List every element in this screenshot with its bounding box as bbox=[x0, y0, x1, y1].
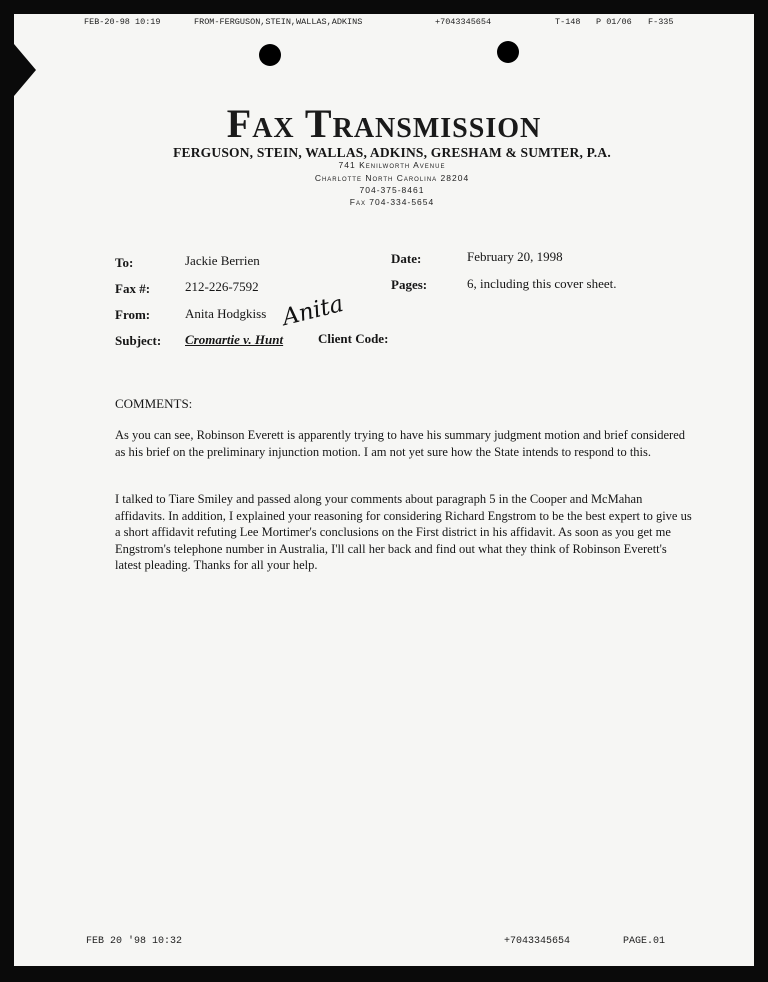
address-street: 741 Kenilworth Avenue bbox=[338, 160, 446, 170]
fax-label: Fax #: bbox=[115, 281, 151, 296]
to-label: To: bbox=[115, 255, 134, 270]
fax-header-datetime: FEB-20-98 10:19 bbox=[84, 17, 161, 27]
comments-paragraph-2: I talked to Tiare Smiley and passed along your comments about paragraph 5 in the Cooper and McMahan affidavits. In addition, I explained your reasoning for considering Richard Engstrom to be the best expert to give us a short affidavit refuting Lee Mortimer's conclusions on the First district in his affidavit. As soon as you get me Engstrom's telephone number in Australia, I'll call her back and find out what they think of Robinson Everett's latest pleading. Thanks for all your help. bbox=[115, 492, 692, 572]
date-value: February 20, 1998 bbox=[467, 249, 563, 264]
to-value: Jackie Berrien bbox=[185, 253, 260, 268]
fax-header-phone: +7043345654 bbox=[435, 17, 492, 27]
firm-name: FERGUSON, STEIN, WALLAS, ADKINS, GRESHAM & SUMTER, P.A. bbox=[173, 145, 611, 160]
fax-header-f-code: F-335 bbox=[648, 17, 674, 27]
from-value: Anita Hodgkiss bbox=[185, 306, 267, 321]
fax-header-page: P 01/06 bbox=[596, 17, 632, 27]
fax-number: Fax 704-334-5654 bbox=[349, 197, 435, 207]
fax-value: 212-226-7592 bbox=[185, 279, 259, 294]
date-label: Date: bbox=[391, 251, 422, 266]
subject-label: Subject: bbox=[115, 333, 162, 348]
punch-hole-left bbox=[259, 44, 281, 66]
pages-label: Pages: bbox=[391, 277, 428, 292]
fax-page bbox=[14, 14, 754, 966]
client-code-label: Client Code: bbox=[318, 331, 389, 346]
footer-phone: +7043345654 bbox=[504, 936, 571, 947]
comments-heading: COMMENTS: bbox=[115, 396, 193, 411]
fax-header-from: FROM-FERGUSON,STEIN,WALLAS,ADKINS bbox=[194, 17, 363, 27]
handwritten-signature: Anita bbox=[279, 290, 346, 332]
fax-header-t-code: T-148 bbox=[555, 17, 581, 27]
from-label: From: bbox=[115, 307, 151, 322]
pages-value: 6, including this cover sheet. bbox=[467, 276, 617, 291]
address-city: Charlotte North Carolina 28204 bbox=[314, 173, 470, 183]
subject-value: Cromartie v. Hunt bbox=[185, 332, 284, 347]
footer-page: PAGE.01 bbox=[623, 936, 666, 947]
page-title: Fax Transmission bbox=[226, 101, 542, 146]
phone-number: 704-375-8461 bbox=[359, 185, 425, 195]
footer-datetime: FEB 20 '98 10:32 bbox=[86, 936, 183, 947]
torn-corner bbox=[14, 44, 36, 96]
comments-paragraph-1: As you can see, Robinson Everett is apparently trying to have his summary judgment motion and brief considered as his brief on the preliminary injunction motion. I am not yet sure how the State intends to respond to this. bbox=[115, 428, 686, 459]
punch-hole-right bbox=[497, 41, 519, 63]
